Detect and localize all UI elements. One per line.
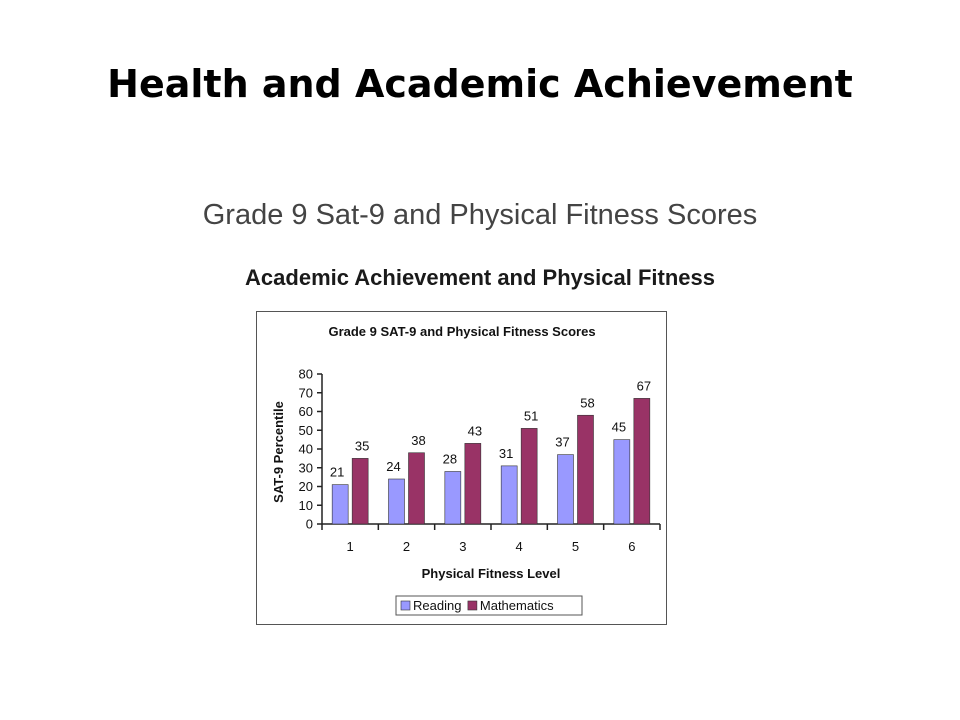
y-tick-label: 80 — [298, 366, 313, 382]
y-tick-label: 30 — [298, 460, 313, 476]
bar-reading — [389, 479, 405, 524]
data-label: 37 — [555, 434, 570, 450]
bar-mathematics — [465, 443, 481, 524]
bars-group — [330, 378, 651, 524]
x-axis-label: Physical Fitness Level — [421, 566, 561, 581]
data-label: 38 — [411, 432, 426, 448]
x-tick-label: 6 — [628, 539, 636, 554]
slide-title: Health and Academic Achievement — [107, 62, 853, 106]
y-tick-label: 70 — [298, 385, 313, 401]
y-tick-label: 60 — [298, 404, 313, 419]
data-label: 24 — [386, 459, 401, 474]
data-label: 51 — [523, 408, 539, 424]
legend-label: Mathematics — [479, 598, 554, 613]
y-tick-label: 40 — [298, 441, 313, 457]
legend-label: Reading — [413, 598, 462, 613]
legend-swatch — [468, 601, 477, 610]
chart-title: Grade 9 SAT-9 and Physical Fitness Scores — [328, 324, 596, 339]
y-tick-label: 10 — [298, 497, 313, 513]
x-tick-label: 2 — [402, 539, 411, 554]
bar-mathematics — [352, 458, 368, 524]
data-label: 35 — [354, 438, 370, 454]
bar-mathematics — [409, 453, 425, 524]
bar-chart — [257, 312, 668, 626]
x-tick-label: 4 — [515, 539, 523, 554]
bar-reading — [558, 455, 574, 524]
data-label: 58 — [580, 395, 595, 411]
bar-reading — [445, 472, 461, 525]
bar-mathematics — [578, 415, 594, 524]
y-tick-label: 0 — [305, 516, 313, 532]
chart-image-subtitle: Academic Achievement and Physical Fitness — [245, 265, 715, 290]
x-tick-label: 3 — [459, 539, 467, 554]
chart-frame — [256, 311, 667, 625]
bar-mathematics — [634, 398, 650, 524]
x-tick-label: 1 — [346, 539, 354, 554]
y-tick-label: 50 — [298, 422, 313, 438]
legend-swatch — [401, 601, 410, 610]
data-label: 43 — [467, 423, 483, 439]
bar-reading — [614, 440, 630, 524]
legend — [396, 596, 582, 615]
data-label: 21 — [329, 464, 345, 480]
data-label: 67 — [636, 378, 652, 394]
x-tick-label: 5 — [571, 539, 580, 554]
data-label: 31 — [498, 445, 514, 461]
y-tick-label: 20 — [298, 479, 313, 494]
bar-reading — [501, 466, 517, 524]
bar-mathematics — [521, 428, 537, 524]
data-label: 28 — [442, 451, 458, 467]
bar-reading — [332, 485, 348, 524]
chart-image-title: Grade 9 Sat-9 and Physical Fitness Scores — [202, 199, 758, 231]
y-axis-label: SAT-9 Percentile — [271, 401, 286, 503]
data-label: 45 — [611, 419, 627, 435]
